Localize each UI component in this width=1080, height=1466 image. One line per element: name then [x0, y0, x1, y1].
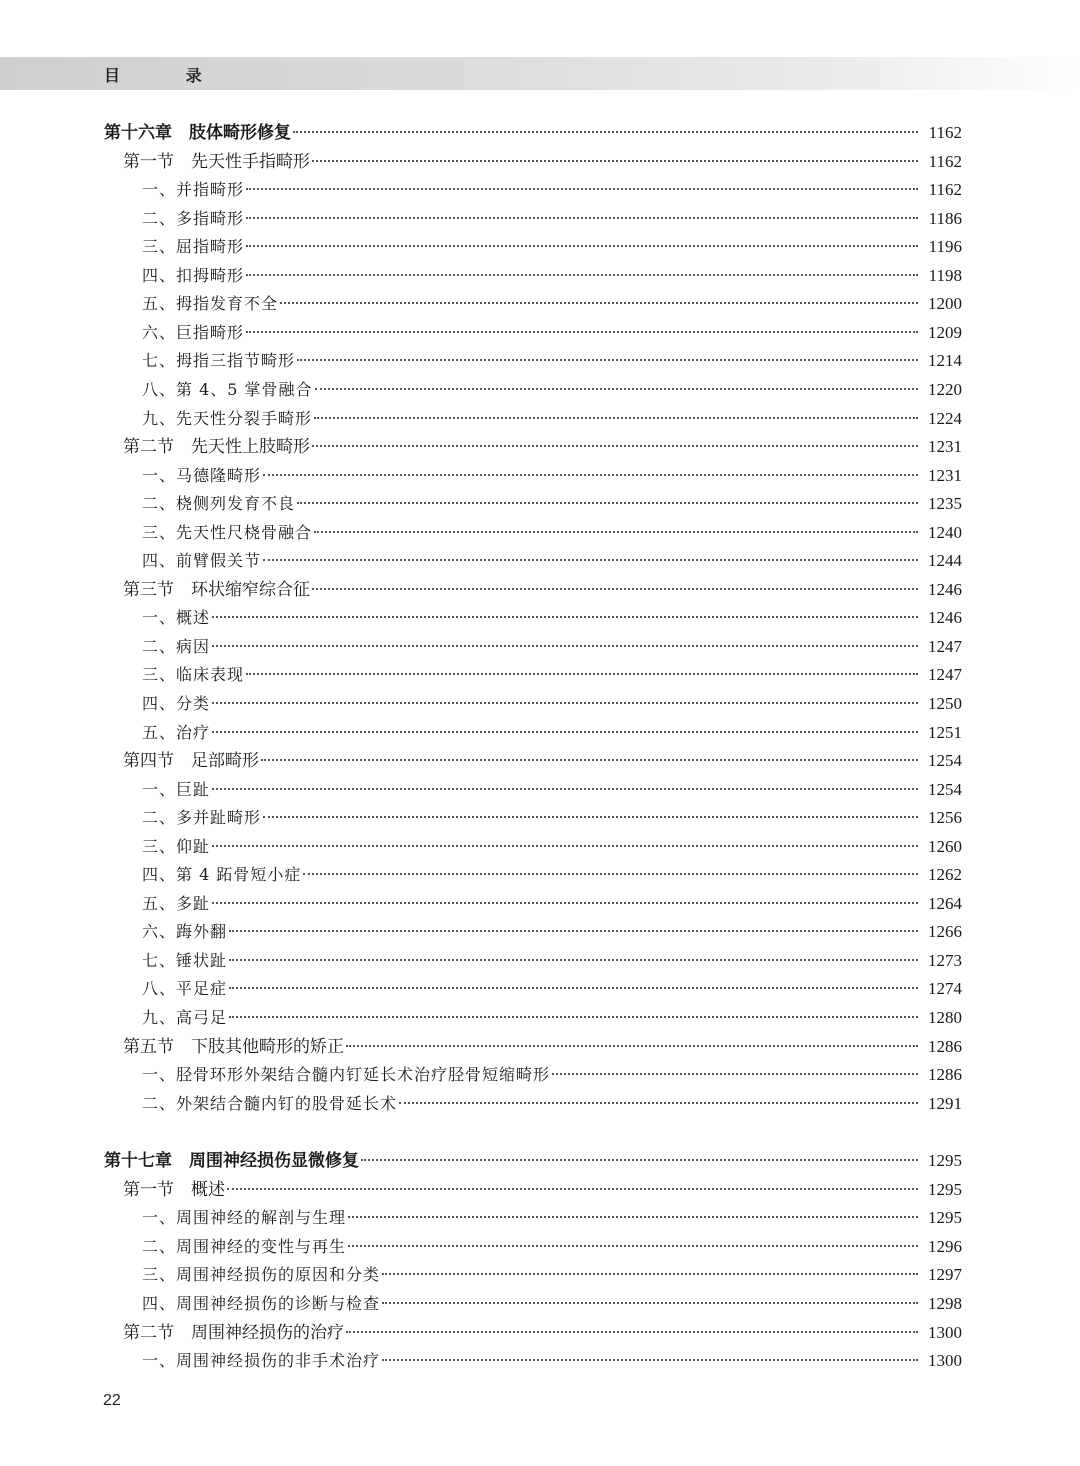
toc-page-number: 1240 [928, 523, 962, 542]
toc-page-number: 1162 [928, 152, 962, 171]
toc-page-number: 1246 [928, 608, 962, 627]
dot-leader [229, 930, 918, 932]
toc-item-label: 三、临床表现 [142, 665, 245, 684]
toc-section-label: 第二节 先天性上肢畸形 [123, 437, 310, 457]
toc-item-label: 五、拇指发育不全 [142, 294, 279, 313]
toc-item-label: 四、第 4 跖骨短小症 [142, 865, 302, 884]
toc-page-number: 1162 [928, 123, 962, 142]
toc-item[interactable] [142, 290, 962, 318]
dot-leader [246, 274, 918, 276]
toc-page-number: 1264 [928, 894, 962, 913]
dot-leader [263, 474, 918, 476]
toc-item[interactable] [142, 319, 962, 347]
toc-item[interactable] [142, 1290, 962, 1318]
toc-item[interactable] [142, 547, 962, 575]
toc-item[interactable] [142, 690, 962, 718]
toc-item-label: 八、平足症 [142, 979, 228, 998]
toc-item[interactable] [142, 918, 962, 946]
toc-item-label: 三、周围神经损伤的原因和分类 [142, 1265, 381, 1284]
toc-item[interactable] [142, 1004, 962, 1032]
toc-item[interactable] [142, 776, 962, 804]
dot-leader [315, 388, 918, 390]
toc-item-label: 七、拇指三指节畸形 [142, 351, 296, 370]
dot-leader [212, 645, 918, 647]
toc-item-label: 三、仰趾 [142, 837, 211, 856]
toc-item-label: 四、前臂假关节 [142, 551, 262, 570]
dot-leader [348, 1245, 918, 1247]
dot-leader [348, 1216, 918, 1218]
dot-leader [212, 731, 918, 733]
toc-section-label: 第五节 下肢其他畸形的矫正 [123, 1037, 344, 1057]
toc-page-number: 1200 [928, 294, 962, 313]
toc-page-number: 1274 [928, 979, 962, 998]
toc-page-number: 1256 [928, 808, 962, 827]
toc-page-number: 1231 [928, 437, 962, 456]
dot-leader [312, 588, 918, 590]
toc-item-label: 四、扣拇畸形 [142, 266, 245, 285]
dot-leader [314, 417, 918, 419]
dot-leader [312, 160, 918, 162]
toc-section-label: 第一节 概述 [123, 1180, 225, 1200]
toc-chapter[interactable] [104, 119, 962, 147]
toc-chapter-label: 第十六章 肢体畸形修复 [104, 123, 291, 143]
dot-leader [297, 359, 918, 361]
toc-item-label: 二、桡侧列发育不良 [142, 494, 296, 513]
toc-section[interactable] [123, 1033, 962, 1061]
toc-page-number: 1291 [928, 1094, 962, 1113]
dot-leader [246, 673, 918, 675]
toc-page-number: 1266 [928, 922, 962, 941]
dot-leader [229, 987, 918, 989]
toc-item[interactable] [142, 633, 962, 661]
dot-leader [346, 1045, 918, 1047]
toc-item[interactable] [142, 861, 962, 889]
toc-item-label: 二、外架结合髓内钉的股骨延长术 [142, 1094, 398, 1113]
toc-item-label: 一、马德隆畸形 [142, 466, 262, 485]
toc-page-number: 1247 [928, 637, 962, 656]
toc-page-number: 1280 [928, 1008, 962, 1027]
dot-leader [212, 616, 918, 618]
dot-leader [246, 245, 918, 247]
toc-page-number: 1186 [928, 209, 962, 228]
toc-page-number: 1286 [928, 1065, 962, 1084]
toc-item-label: 五、多趾 [142, 894, 211, 913]
toc-page-number: 1198 [928, 266, 962, 285]
toc-section[interactable] [123, 1176, 962, 1204]
toc-item[interactable] [142, 1233, 962, 1261]
dot-leader [346, 1331, 918, 1333]
dot-leader [361, 1159, 918, 1161]
toc-item[interactable] [142, 519, 962, 547]
toc-section-label: 第三节 环状缩窄综合征 [123, 580, 310, 600]
toc-page-number: 1295 [928, 1151, 962, 1170]
toc-page-number: 1235 [928, 494, 962, 513]
toc-page-number: 1295 [928, 1208, 962, 1227]
toc-item[interactable] [142, 804, 962, 832]
toc-item[interactable] [142, 890, 962, 918]
toc-item-label: 一、胫骨环形外架结合髓内钉延长术治疗胫骨短缩畸形 [142, 1065, 551, 1084]
toc-page-number: 1246 [928, 580, 962, 599]
toc-page-number: 1196 [928, 237, 962, 256]
toc-page-number: 1300 [928, 1323, 962, 1342]
toc-item[interactable] [142, 833, 962, 861]
dot-leader [212, 702, 918, 704]
toc-item-label: 八、第 4、5 掌骨融合 [142, 380, 313, 399]
toc-item-label: 一、概述 [142, 608, 211, 627]
toc-item-label: 三、先天性尺桡骨融合 [142, 523, 313, 542]
dot-leader [227, 1188, 918, 1190]
toc-item[interactable] [142, 205, 962, 233]
toc-item-label: 一、巨趾 [142, 780, 211, 799]
toc-page-number: 1260 [928, 837, 962, 856]
dot-leader [246, 217, 918, 219]
toc-page-number: 1209 [928, 323, 962, 342]
toc-item[interactable] [142, 462, 962, 490]
toc-item-label: 二、周围神经的变性与再生 [142, 1237, 347, 1256]
toc-page-number: 1254 [928, 751, 962, 770]
toc-section-label: 第一节 先天性手指畸形 [123, 152, 310, 172]
toc-item-label: 九、先天性分裂手畸形 [142, 409, 313, 428]
dot-leader [229, 959, 918, 961]
dot-leader [246, 331, 918, 333]
toc-item-label: 九、高弓足 [142, 1008, 228, 1027]
dot-leader [280, 302, 918, 304]
toc-item[interactable] [142, 490, 962, 518]
dot-leader [229, 1016, 918, 1018]
toc-page-number: 1298 [928, 1294, 962, 1313]
toc-item[interactable] [142, 176, 962, 204]
dot-leader [246, 188, 918, 190]
toc-item-label: 二、多并趾畸形 [142, 808, 262, 827]
toc-item-label: 一、并指畸形 [142, 180, 245, 199]
toc-item[interactable] [142, 405, 962, 433]
dot-leader [261, 759, 918, 761]
toc-page-number: 1286 [928, 1037, 962, 1056]
toc-item[interactable] [142, 975, 962, 1003]
toc-item-label: 五、治疗 [142, 723, 211, 742]
dot-leader [382, 1273, 918, 1275]
page-number: 22 [103, 1392, 121, 1409]
toc-page-number: 1244 [928, 551, 962, 570]
toc-item[interactable] [142, 1347, 962, 1375]
toc-item[interactable] [142, 947, 962, 975]
toc-item[interactable] [142, 1061, 962, 1089]
toc-page-number: 1224 [928, 409, 962, 428]
toc-section-label: 第四节 足部畸形 [123, 751, 259, 771]
dot-leader [293, 131, 918, 133]
dot-leader [312, 445, 918, 447]
toc-section[interactable] [123, 148, 962, 176]
toc-page-number: 1214 [928, 351, 962, 370]
toc-page-number: 1250 [928, 694, 962, 713]
toc-item-label: 六、巨指畸形 [142, 323, 245, 342]
toc-page-number: 1220 [928, 380, 962, 399]
toc-chapter-label: 第十七章 周围神经损伤显微修复 [104, 1151, 359, 1171]
toc-section[interactable] [123, 576, 962, 604]
dot-leader [212, 902, 918, 904]
dot-leader [314, 531, 918, 533]
toc-page-number: 1254 [928, 780, 962, 799]
toc-item-label: 四、周围神经损伤的诊断与检查 [142, 1294, 381, 1313]
toc-page-number: 1295 [928, 1180, 962, 1199]
toc-item-label: 二、多指畸形 [142, 209, 245, 228]
toc-item[interactable] [142, 1090, 962, 1118]
toc-page-number: 1251 [928, 723, 962, 742]
toc-section[interactable] [123, 747, 962, 775]
toc-page-number: 1297 [928, 1265, 962, 1284]
dot-leader [382, 1302, 918, 1304]
toc-item[interactable] [142, 604, 962, 632]
toc-item[interactable] [142, 1261, 962, 1289]
toc-section[interactable] [123, 1319, 962, 1347]
toc-page-number: 1247 [928, 665, 962, 684]
toc-page-number: 1273 [928, 951, 962, 970]
dot-leader [212, 788, 918, 790]
toc-item-label: 四、分类 [142, 694, 211, 713]
toc-item-label: 一、周围神经的解剖与生理 [142, 1208, 347, 1227]
toc-section[interactable] [123, 433, 962, 461]
toc-page-number: 1300 [928, 1351, 962, 1370]
toc-item[interactable] [142, 347, 962, 375]
dot-leader [297, 502, 918, 504]
dot-leader [303, 873, 918, 875]
toc-section-label: 第二节 周围神经损伤的治疗 [123, 1323, 344, 1343]
page-title: 目 录 [104, 66, 232, 85]
dot-leader [399, 1102, 918, 1104]
toc-page-number: 1162 [928, 180, 962, 199]
toc-item-label: 二、病因 [142, 637, 211, 656]
toc-page-number: 1262 [928, 865, 962, 884]
dot-leader [552, 1073, 918, 1075]
toc-item[interactable] [142, 262, 962, 290]
dot-leader [263, 559, 918, 561]
toc-item-label: 三、屈指畸形 [142, 237, 245, 256]
toc-item[interactable] [142, 719, 962, 747]
toc-item[interactable] [142, 233, 962, 261]
toc-item[interactable] [142, 661, 962, 689]
toc-item[interactable] [142, 376, 962, 404]
toc-item-label: 七、锤状趾 [142, 951, 228, 970]
toc-item-label: 一、周围神经损伤的非手术治疗 [142, 1351, 381, 1370]
toc-page-number: 1296 [928, 1237, 962, 1256]
toc-chapter[interactable] [104, 1147, 962, 1175]
toc-page-number: 1231 [928, 466, 962, 485]
dot-leader [382, 1359, 918, 1361]
dot-leader [212, 845, 918, 847]
toc-item-label: 六、踇外翻 [142, 922, 228, 941]
toc-item[interactable] [142, 1204, 962, 1232]
dot-leader [263, 816, 918, 818]
